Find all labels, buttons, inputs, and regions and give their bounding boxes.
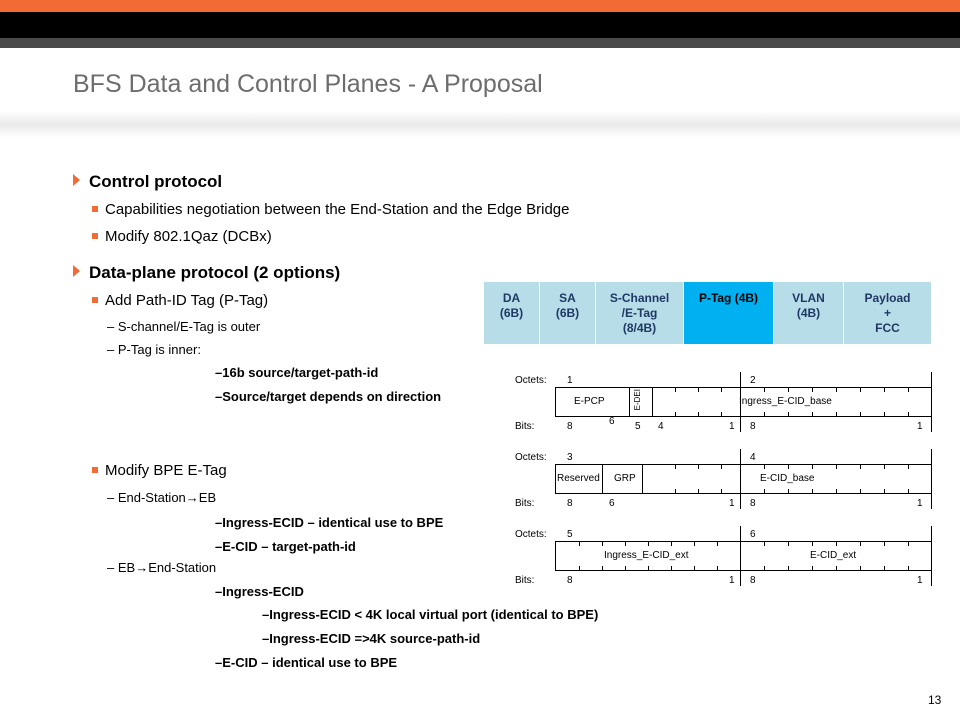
control-protocol-heading: Control protocol (73, 172, 222, 192)
octet-number: 3 (567, 452, 573, 463)
frame-cell-ptag: P-Tag (4B) (684, 282, 774, 344)
field-ecid-ext: E-CID_ext (810, 550, 857, 561)
octet-number: 6 (750, 529, 756, 540)
page-number: 13 (928, 693, 942, 707)
octet-number: 1 (567, 375, 573, 386)
header-black-bar (0, 12, 960, 38)
field-e-pcp: E-PCP (574, 396, 605, 407)
field-ecid-base: E-CID_base (760, 473, 815, 484)
etag-detail: –Ingress-ECID – identical use to BPE (215, 515, 444, 530)
field-reserved: Reserved (557, 473, 600, 484)
header-accent-bar (0, 0, 960, 12)
etag-sub: – End-Station→EB (107, 490, 217, 505)
control-item: Modify 802.1Qaz (DCBx) (92, 228, 272, 245)
square-bullet-icon (92, 467, 98, 473)
frame-cell-payload: Payload + FCC (844, 282, 932, 344)
bit-diagram-octets-1-2: Octets: 1 2 E-PCP E-DEI Ingress_E-CID_base Bits: 8 6 5 4 1 8 1 (512, 372, 932, 436)
frame-format-table (484, 282, 932, 344)
etag-item: Modify BPE E-Tag (92, 462, 227, 479)
control-item: Capabilities negotiation between the End-Station and the Edge Bridge (92, 201, 570, 218)
octet-number: 4 (750, 452, 756, 463)
bit-field-box (555, 464, 932, 494)
right-arrow-icon: → (135, 560, 149, 575)
frame-cell-vlan: VLAN (4B) (774, 282, 844, 344)
field-ingress-ecid-ext: Ingress_E-CID_ext (604, 550, 689, 561)
square-bullet-icon (92, 233, 98, 239)
octet-number: 2 (750, 375, 756, 386)
etag-sub: – EB→End-Station (107, 560, 217, 575)
field-ingress-ecid-base: Ingress_E-CID_base (739, 396, 832, 407)
frame-cell-da: DA (6B) (484, 282, 540, 344)
octets-label: Octets: (515, 452, 547, 463)
field-grp: GRP (614, 473, 636, 484)
etag-detail: –E-CID – target-path-id (215, 539, 356, 554)
etag-detail: –Ingress-ECID (215, 584, 304, 599)
ptag-detail: –16b source/target-path-id (215, 365, 379, 380)
square-bullet-icon (92, 297, 98, 303)
right-arrow-icon: → (185, 490, 199, 505)
frame-cell-sa: SA (6B) (540, 282, 596, 344)
etag-subdetail: –Ingress-ECID < 4K local virtual port (identical to BPE) (262, 607, 599, 622)
octet-number: 5 (567, 529, 573, 540)
ptag-sub: – S-channel/E-Tag is outer (107, 319, 261, 334)
frame-cell-schannel: S-Channel /E-Tag (8/4B) (596, 282, 684, 344)
octets-label: Octets: (515, 375, 547, 386)
slide-title: BFS Data and Control Planes - A Proposal (73, 70, 543, 98)
etag-detail: –E-CID – identical use to BPE (215, 655, 398, 670)
bit-diagram-octets-5-6: Octets: 5 6 Ingress_E-CID_ext E-CID_ext Bits: 8 1 8 1 (512, 526, 932, 590)
field-e-dei: E-DEI (633, 389, 642, 411)
ptag-sub: – P-Tag is inner: (107, 342, 201, 357)
dataplane-heading: Data-plane protocol (2 options) (73, 263, 340, 283)
ptag-item: Add Path-ID Tag (P-Tag) (92, 292, 268, 309)
ptag-detail: –Source/target depends on direction (215, 389, 442, 404)
triangle-bullet-icon (73, 174, 80, 186)
triangle-bullet-icon (73, 265, 80, 277)
bit-diagram-octets-3-4: Octets: 3 4 Reserved GRP E-CID_base Bits: 8 6 1 8 1 (512, 449, 932, 513)
etag-subdetail: –Ingress-ECID =>4K source-path-id (262, 631, 481, 646)
header-grey-bar (0, 38, 960, 48)
octets-label: Octets: (515, 529, 547, 540)
square-bullet-icon (92, 206, 98, 212)
